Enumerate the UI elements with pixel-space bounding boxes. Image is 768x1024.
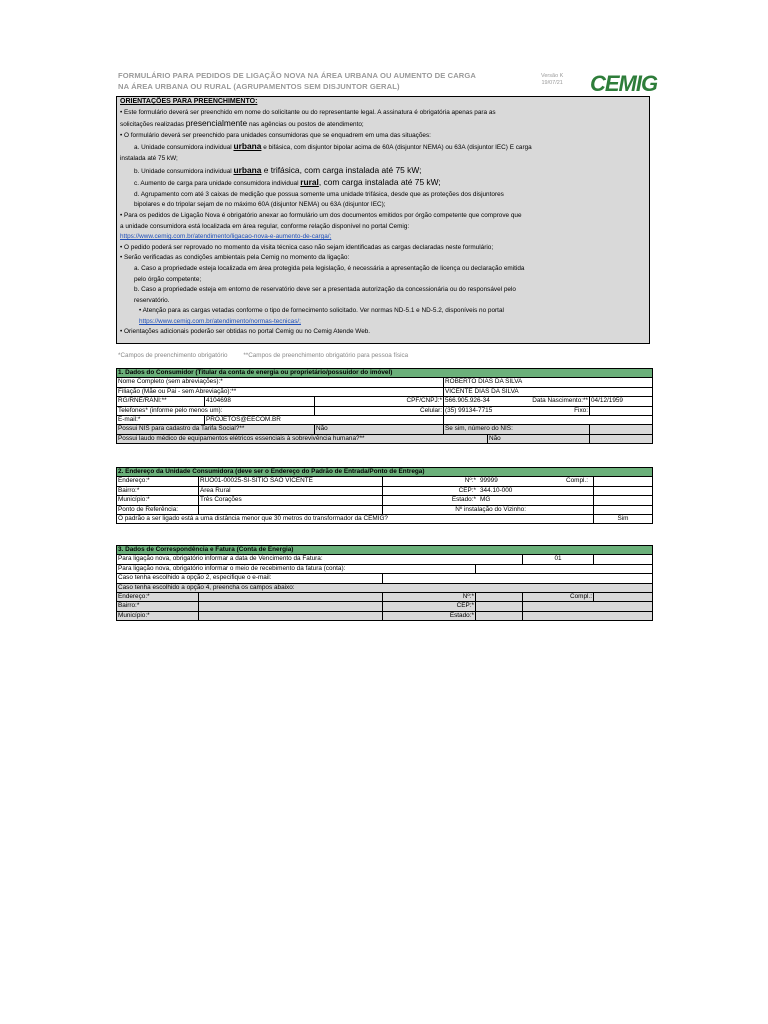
orientation-f2: reservatório.	[134, 296, 170, 304]
version-date: 19/07/21	[541, 80, 563, 86]
orientation-p3a: • Para os pedidos de Ligação Nova é obrigatório anexar ao formulário um dos documentos emitidos por órgão competente que comprove que	[120, 211, 522, 219]
medical-label: Possui laudo médico de equipamentos elétricos essenciais à sobrevivência humana?**	[117, 434, 488, 443]
text-span: c. Aumento de carga para unidade consumidora individual	[134, 180, 301, 188]
link-ligacao-nova[interactable]: https://www.cemig.com.br/atendimento/ligacao-nova-e-aumento-de-carga/;	[120, 233, 332, 241]
birth-label: Data Nascimento:**	[532, 397, 588, 405]
orientation-c	[120, 177, 646, 190]
emphasis-text: urbana	[233, 141, 262, 152]
state-cell[interactable]	[383, 496, 594, 505]
address-label: Endereço:*	[117, 477, 199, 486]
corr-state-field[interactable]	[476, 611, 523, 620]
form-title	[118, 70, 518, 92]
number-cell[interactable]	[383, 477, 594, 486]
required-notes	[118, 352, 422, 359]
corr-cep-label: CEP:*	[383, 602, 476, 611]
city-label: Município:*	[117, 496, 199, 505]
text-span: b. Unidade consumidora individual	[134, 167, 234, 175]
emphasis-text: presencialmente	[185, 118, 248, 129]
state-label: Estado:*	[451, 496, 476, 504]
section1-title: 1. Dados do Consumidor (Titular da conta de energia ou proprietário/possuidor do imóvel)	[117, 369, 653, 378]
district-empty-cell	[594, 486, 653, 495]
corr-number-label: Nº:*	[383, 593, 476, 602]
orientation-p2: • O formulário deverá ser preenchido para unidades consumidoras que se enquadrem em uma das situações:	[120, 131, 431, 139]
medical-empty-cell	[590, 434, 653, 443]
emphasis-text: urbana	[233, 164, 262, 175]
parent-label: Filiação (Mãe ou Pai - sem Abreviação):**	[117, 387, 444, 396]
parent-field[interactable]: VICENTE DIAS DA SILVA	[444, 387, 653, 396]
version-info	[541, 73, 563, 87]
orientation-p1b	[120, 118, 646, 131]
email-label: E-mail:*	[117, 416, 205, 425]
corr-district-label: Bairro:*	[117, 602, 199, 611]
cpf-field[interactable]	[444, 397, 590, 406]
city-empty-cell	[594, 496, 653, 505]
orientation-p4: • O pedido poderá ser reprovado no momento da visita técnica caso não sejam identificadas as cargas declaradas neste formulário;	[120, 243, 494, 251]
orientation-g1: • Atenção para as cargas vetadas conforme o tipo de fornecimento solicitado. Ver normas ND-5.1 e ND-5.2, disponíveis no portal	[139, 307, 504, 315]
required-note-1: *Campos de preenchimento obrigatório	[118, 352, 228, 359]
name-field[interactable]: ROBERTO DIAS DA SILVA	[444, 378, 653, 387]
orientation-p6: • Orientações adicionais poderão ser obtidas no portal Cemig ou no Cemig Atende Web.	[120, 328, 371, 336]
text-span: a. Unidade consumidora individual	[134, 144, 234, 152]
section3-title: 3. Dados de Correspondência e Fatura (Conta de Energia)	[117, 546, 653, 555]
orientation-d2: bipolares e do tripolar sejam de no máximo 60A (disjuntor NEMA) ou 63A (disjuntor IEC);	[134, 201, 386, 209]
birth-field[interactable]: 04/12/1959	[590, 397, 653, 406]
email-empty-cell	[444, 416, 653, 425]
orientation-p5: • Serão verificadas as condições ambientais pela Cemig no momento da ligação:	[120, 254, 350, 262]
form-title-line1: FORMULÁRIO PARA PEDIDOS DE LIGAÇÃO NOVA NA ÁREA URBANA OU AUMENTO DE CARGA	[118, 71, 476, 80]
section2-table	[116, 467, 653, 524]
text-span: e trifásica, com carga instalada até 75 kW;	[261, 164, 422, 175]
corr-compl-field[interactable]	[594, 593, 653, 602]
email-field[interactable]: PROJETOS@EECOM.BR	[205, 416, 444, 425]
corr-city-label: Município:*	[117, 611, 199, 620]
orientation-link1-row	[120, 232, 646, 243]
name-label: Nome Completo (sem abreviações):*	[117, 378, 444, 387]
rg-field[interactable]: 4104698	[205, 397, 315, 406]
cell-value: (35) 99134-7715	[445, 406, 493, 414]
corr-compl-label: Compl.:	[523, 593, 594, 602]
cpf-value: 566.905.926-34	[445, 397, 490, 405]
nis-number-field[interactable]	[590, 425, 653, 434]
emphasis-text: rural	[300, 177, 319, 188]
cep-cell[interactable]	[383, 486, 594, 495]
orientation-a1	[120, 141, 646, 154]
section2-title: 2. Endereço da Unidade Consumidora (deve ser o Endereço do Padrão de Entrada/Ponto de Entrega)	[117, 468, 653, 477]
corr-state-label: Estado:*	[383, 611, 476, 620]
number-label: Nº:*	[464, 477, 476, 485]
phones-label: Telefones* (informe pelo menos um):	[117, 406, 315, 415]
means-label: Para ligação nova, obrigatório informar o meio de recebimento da fatura (conta):	[117, 564, 476, 573]
neighbor-empty-cell	[594, 505, 653, 514]
number-value: 99999	[480, 477, 498, 485]
cell-label: Celular:	[315, 406, 444, 415]
form-title-line2: NA ÁREA URBANA OU RURAL (AGRUPAMENTOS SEM DISJUNTOR GERAL)	[118, 82, 400, 91]
due-date-field[interactable]: 01	[523, 555, 594, 564]
rg-label: RG/RNE/RANI:**	[117, 397, 205, 406]
orientation-b	[120, 165, 646, 178]
compl-label: Compl.:	[565, 477, 588, 485]
link-normas-tecnicas[interactable]: https://www.cemig.com.br/atendimento/normas-tecnicas/;	[139, 317, 301, 325]
cpf-label: CPF/CNPJ:*	[315, 397, 444, 406]
orientation-p1a: • Este formulário deverá ser preenchido em nome do solicitante ou do representante legal. A assinatura é obrigatória apenas para as	[120, 108, 496, 116]
orientation-e2: pelo órgão competente;	[134, 275, 202, 283]
distance-field[interactable]: Sim	[594, 515, 653, 524]
corr-district-empty	[523, 602, 653, 611]
fixed-field[interactable]	[590, 406, 653, 415]
corr-city-field[interactable]	[199, 611, 383, 620]
option2-email-field[interactable]	[383, 574, 653, 583]
corr-district-field[interactable]	[199, 602, 383, 611]
orientations-title: ORIENTAÇÕES PARA PREENCHIMENTO:	[120, 98, 258, 105]
orientation-e1: a. Caso a propriedade esteja localizada em área protegida pela legislação, é necessária a apresentação de licença ou declaração emitida	[134, 264, 525, 272]
cell-field[interactable]	[444, 406, 590, 415]
section1-table	[116, 368, 653, 444]
orientation-link2-row	[120, 317, 646, 328]
nis-label: Possui NIS para cadastro da Tarifa Social?**	[117, 425, 315, 434]
corr-address-label: Endereço:*	[117, 593, 199, 602]
text-span: solicitações realizadas	[120, 121, 186, 129]
due-date-label: Para ligação nova, obrigatório informar a data de Vencimento da Fatura:	[117, 555, 523, 564]
nis-field[interactable]: Não	[315, 425, 444, 434]
text-span: nas agências ou postos de atendimento;	[247, 121, 364, 129]
nis-number-label: Se sim, número do NIS:	[444, 425, 590, 434]
section3-table	[116, 545, 653, 621]
corr-number-field[interactable]	[476, 593, 523, 602]
fixed-label: Fixo:	[574, 406, 588, 414]
reference-label: Ponto de Referência:	[117, 505, 199, 514]
corr-cep-field[interactable]	[476, 602, 523, 611]
reference-field[interactable]	[199, 505, 383, 514]
corr-city-empty	[523, 611, 653, 620]
distance-label: O padrão a ser ligado está a uma distância menor que 30 metros do transformador da CEMIG?	[117, 515, 594, 524]
orientation-d1: d. Agrupamento com até 3 caixas de medição que possua somente uma unidade trifásica, desde que as proteções dos disjuntores	[134, 190, 504, 198]
text-span: e bifásica, com disjuntor bipolar acima de 60A (disjuntor NEMA) ou 63A (disjuntor IEC) E carga	[261, 144, 532, 152]
due-date-empty-cell	[594, 555, 653, 564]
cep-label: CEP:*	[458, 486, 476, 494]
cep-value: 344.10-000	[480, 486, 513, 494]
option2-label: Caso tenha escolhido a opção 2, especifique o e-mail:	[117, 574, 383, 583]
version-label: Versão K	[541, 73, 564, 79]
neighbor-label: Nº instalação do Vizinho:	[455, 505, 526, 513]
orientation-p3b: a unidade consumidora está localizada em área regular, conforme relação disponível no portal Cemig:	[120, 222, 410, 230]
district-label: Bairro:*	[117, 486, 199, 495]
cemig-logo: CEMIG	[590, 71, 658, 96]
means-field[interactable]	[476, 564, 653, 573]
district-field[interactable]: Área Rural	[199, 486, 383, 495]
corr-address-field[interactable]	[199, 593, 383, 602]
orientations-box	[116, 96, 650, 344]
state-value: MG	[480, 496, 491, 504]
orientation-f1: b. Caso a propriedade esteja em entorno de reservatório deve ser a presentada autorização da concessionária ou do responsável pelo	[134, 286, 516, 294]
city-field[interactable]: Três Corações	[199, 496, 383, 505]
orientation-a2: instalada até 75 kW;	[120, 154, 178, 162]
compl-field[interactable]	[594, 477, 653, 486]
text-span: , com carga instalada até 75 kW;	[318, 177, 441, 188]
option4-label: Caso tenha escolhido a opção 4, preencha os campos abaixo:	[117, 583, 653, 592]
neighbor-cell[interactable]	[383, 505, 594, 514]
medical-field[interactable]: Não	[488, 434, 590, 443]
required-note-2: **Campos de preenchimento obrigatório para pessoa física	[243, 352, 409, 359]
address-field[interactable]: RUO01-00025-SI-SITIO SÃO VICENTE	[199, 477, 383, 486]
